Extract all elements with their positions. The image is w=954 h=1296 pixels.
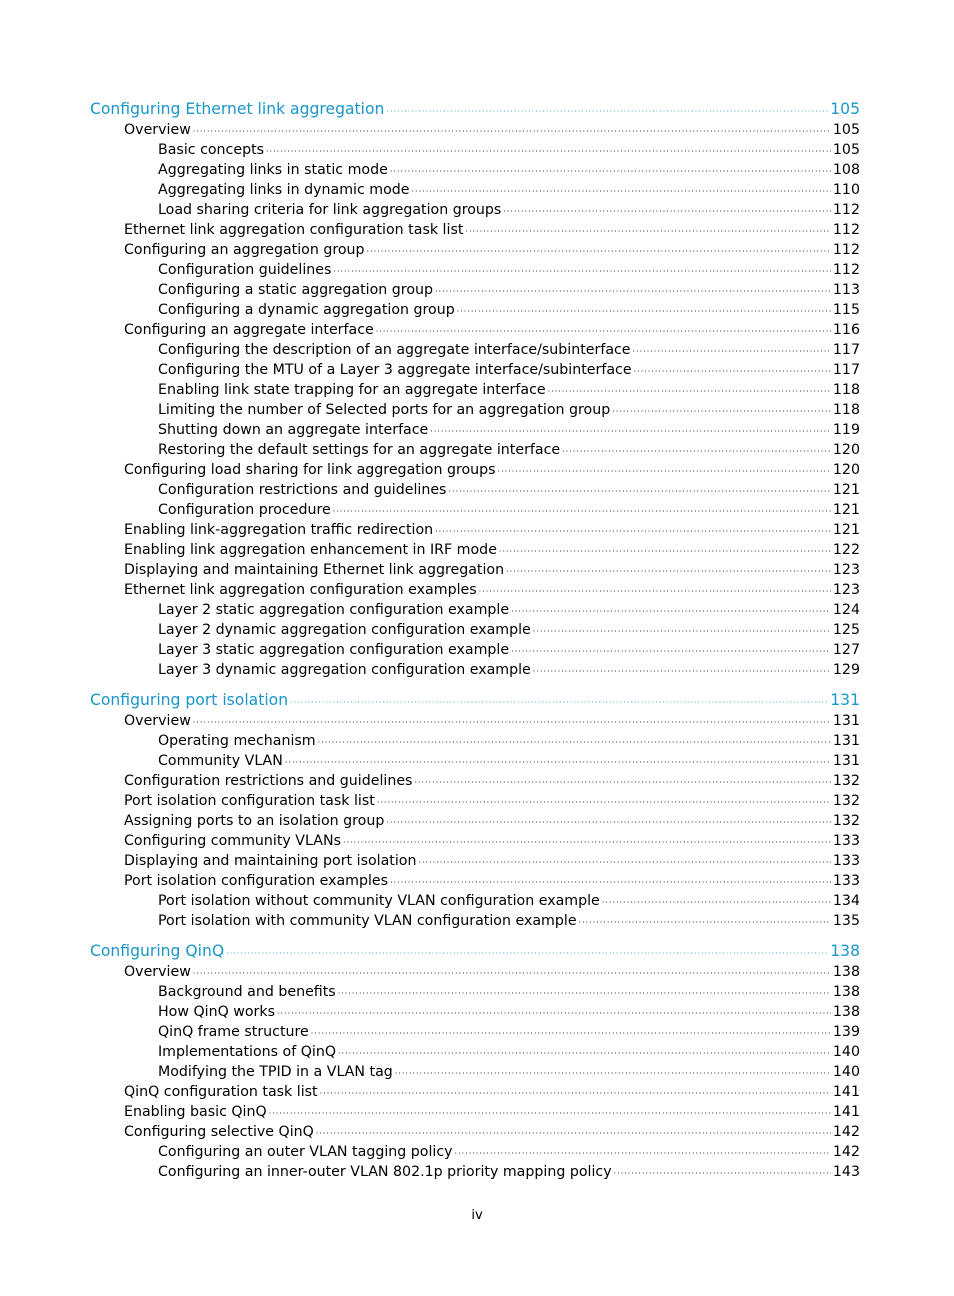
toc-entry-page: 138 xyxy=(832,964,860,980)
dot-leader xyxy=(503,202,831,222)
toc-entry-page: 131 xyxy=(830,691,860,709)
dot-leader xyxy=(579,913,831,933)
toc-entry-page: 139 xyxy=(832,1024,860,1040)
dot-leader xyxy=(320,1084,831,1104)
dot-leader xyxy=(414,773,830,793)
toc-entry-page: 132 xyxy=(832,793,860,809)
toc-entry-page: 120 xyxy=(832,442,860,458)
toc-entry-title: Assigning ports to an isolation group xyxy=(124,813,385,829)
toc-subsection-entry[interactable] xyxy=(90,140,860,160)
toc-entry-title: Operating mechanism xyxy=(158,733,316,749)
toc-subsection-entry[interactable] xyxy=(90,400,860,420)
dot-leader xyxy=(418,853,830,873)
dot-leader xyxy=(193,713,831,733)
toc-subsection-entry[interactable] xyxy=(90,300,860,320)
dot-leader xyxy=(448,482,830,502)
toc-entry-title: Configuring load sharing for link aggregation groups xyxy=(124,462,496,478)
toc-entry-title: Layer 3 dynamic aggregation configuration example xyxy=(158,662,531,678)
toc-entry-title: Configuration restrictions and guidelines xyxy=(158,482,447,498)
dot-leader xyxy=(367,242,831,262)
toc-entry-page: 118 xyxy=(832,382,860,398)
toc-entry-page: 119 xyxy=(832,422,860,438)
dot-leader xyxy=(430,422,831,442)
toc-entry-page: 110 xyxy=(832,182,860,198)
toc-section-entry[interactable] xyxy=(90,560,860,580)
toc-entry-page: 134 xyxy=(832,893,860,909)
dot-leader xyxy=(376,322,831,342)
toc-entry-title: Configuration restrictions and guidelines xyxy=(124,773,413,789)
toc-subsection-entry[interactable] xyxy=(90,200,860,220)
toc-entry-page: 112 xyxy=(832,222,860,238)
dot-leader xyxy=(377,793,831,813)
page-number: iv xyxy=(471,1208,483,1223)
dot-leader xyxy=(562,442,831,462)
toc-subsection-entry[interactable] xyxy=(90,340,860,360)
dot-leader xyxy=(277,1004,831,1024)
dot-leader xyxy=(266,142,831,162)
dot-leader xyxy=(316,1124,831,1144)
toc-entry-title: Configuring community VLANs xyxy=(124,833,341,849)
toc-section-entry[interactable] xyxy=(90,240,860,260)
dot-leader xyxy=(333,262,831,282)
toc-entry-title: Configuring the description of an aggregate interface/subinterface xyxy=(158,342,631,358)
toc-entry-page: 135 xyxy=(832,913,860,929)
dot-leader xyxy=(614,1164,831,1184)
toc-entry-page: 121 xyxy=(832,522,860,538)
toc-entry-page: 113 xyxy=(832,282,860,298)
toc-entry-title: Modifying the TPID in a VLAN tag xyxy=(158,1064,393,1080)
toc-subsection-entry[interactable] xyxy=(90,280,860,300)
toc-subsection-entry[interactable] xyxy=(90,1162,860,1182)
toc-entry-page: 131 xyxy=(832,753,860,769)
dot-leader xyxy=(533,662,831,682)
toc-subsection-entry[interactable] xyxy=(90,500,860,520)
toc-entry-title: Aggregating links in dynamic mode xyxy=(158,182,410,198)
toc-entry-page: 133 xyxy=(832,853,860,869)
toc-entry-page: 115 xyxy=(832,302,860,318)
toc-entry-page: 124 xyxy=(832,602,860,618)
toc-entry-title: Layer 2 static aggregation configuration example xyxy=(158,602,510,618)
toc-section-entry[interactable] xyxy=(90,580,860,600)
toc-entry-title: Enabling link aggregation enhancement in IRF mode xyxy=(124,542,497,558)
toc-entry-title: Port isolation configuration task list xyxy=(124,793,375,809)
toc-entry-page: 129 xyxy=(832,662,860,678)
toc-entry-page: 117 xyxy=(832,362,860,378)
toc-entry-title: QinQ frame structure xyxy=(158,1024,309,1040)
toc-subsection-entry[interactable] xyxy=(90,1022,860,1042)
dot-leader xyxy=(193,122,831,142)
toc-subsection-entry[interactable] xyxy=(90,660,860,680)
toc-subsection-entry[interactable] xyxy=(90,982,860,1002)
toc-entry-page: 122 xyxy=(832,542,860,558)
toc-subsection-entry[interactable] xyxy=(90,160,860,180)
dot-leader xyxy=(390,162,831,182)
toc-entry-page: 132 xyxy=(832,773,860,789)
toc-entry-page: 125 xyxy=(832,622,860,638)
toc-entry-page: 140 xyxy=(832,1064,860,1080)
toc-entry-page: 118 xyxy=(832,402,860,418)
toc-entry-title: Aggregating links in static mode xyxy=(158,162,388,178)
toc-subsection-entry[interactable] xyxy=(90,480,860,500)
toc-subsection-entry[interactable] xyxy=(90,1062,860,1082)
dot-leader xyxy=(318,733,831,753)
toc-section-entry[interactable] xyxy=(90,771,860,791)
toc-entry-title: Configuration procedure xyxy=(158,502,331,518)
toc-entry-page: 112 xyxy=(832,262,860,278)
toc-entry-page: 143 xyxy=(832,1164,860,1180)
dot-leader xyxy=(395,1064,831,1084)
toc-entry-page: 138 xyxy=(832,1004,860,1020)
toc-section-entry[interactable] xyxy=(90,851,860,871)
toc-entry-page: 123 xyxy=(832,562,860,578)
toc-entry-title: Overview xyxy=(124,964,191,980)
dot-leader xyxy=(285,753,831,773)
toc-entry-title: Configuring an inner-outer VLAN 802.1p priority mapping policy xyxy=(158,1164,612,1180)
toc-entry-page: 127 xyxy=(832,642,860,658)
toc-entry-page: 133 xyxy=(832,833,860,849)
dot-leader xyxy=(290,693,828,713)
toc-entry-page: 105 xyxy=(832,142,860,158)
toc-entry-page: 108 xyxy=(832,162,860,178)
toc-subsection-entry[interactable] xyxy=(90,620,860,640)
toc-entry-page: 131 xyxy=(832,713,860,729)
toc-entry-title: Overview xyxy=(124,122,191,138)
toc-subsection-entry[interactable] xyxy=(90,751,860,771)
toc-entry-page: 117 xyxy=(832,342,860,358)
dot-leader xyxy=(634,362,831,382)
toc-subsection-entry[interactable] xyxy=(90,380,860,400)
dot-leader xyxy=(226,944,828,964)
dot-leader xyxy=(390,873,831,893)
toc-entry-title: Configuring the MTU of a Layer 3 aggregate interface/subinterface xyxy=(158,362,632,378)
dot-leader xyxy=(269,1104,831,1124)
toc-entry-page: 112 xyxy=(832,242,860,258)
toc-entry-page: 133 xyxy=(832,873,860,889)
toc-subsection-entry[interactable] xyxy=(90,420,860,440)
toc-entry-page: 140 xyxy=(832,1044,860,1060)
toc-entry-title: Configuring a dynamic aggregation group xyxy=(158,302,455,318)
toc-section-entry[interactable] xyxy=(90,871,860,891)
toc-entry-title: Enabling link state trapping for an aggregate interface xyxy=(158,382,546,398)
toc-section-entry[interactable] xyxy=(90,831,860,851)
toc-entry-page: 123 xyxy=(832,582,860,598)
toc-entry-title: How QinQ works xyxy=(158,1004,275,1020)
toc-entry-page: 131 xyxy=(832,733,860,749)
toc-subsection-entry[interactable] xyxy=(90,731,860,751)
toc-chapter-entry[interactable] xyxy=(90,690,860,711)
toc-entry-title: Basic concepts xyxy=(158,142,265,158)
toc-section-entry[interactable] xyxy=(90,1102,860,1122)
toc-entry-title: Configuring Ethernet link aggregation xyxy=(90,100,385,118)
dot-leader xyxy=(506,562,831,582)
toc-entry-page: 138 xyxy=(832,984,860,1000)
toc-section-entry[interactable] xyxy=(90,1082,860,1102)
toc-entry-page: 132 xyxy=(832,813,860,829)
toc-entry-title: Layer 2 dynamic aggregation configuration example xyxy=(158,622,531,638)
toc-entry-title: Displaying and maintaining Ethernet link aggregation xyxy=(124,562,505,578)
dot-leader xyxy=(412,182,831,202)
toc-entry-title: Configuring QinQ xyxy=(90,942,225,960)
toc-section-entry[interactable] xyxy=(90,120,860,140)
toc-section-entry[interactable] xyxy=(90,962,860,982)
dot-leader xyxy=(548,382,831,402)
dot-leader xyxy=(602,893,831,913)
toc-entry-page: 138 xyxy=(830,942,860,960)
toc-entry-title: Displaying and maintaining port isolation xyxy=(124,853,417,869)
toc-entry-title: Enabling link-aggregation traffic redirection xyxy=(124,522,434,538)
toc-entry-title: Configuring an aggregate interface xyxy=(124,322,374,338)
dot-leader xyxy=(435,282,831,302)
toc-subsection-entry[interactable] xyxy=(90,600,860,620)
toc-entry-title: Background and benefits xyxy=(158,984,336,1000)
toc-entry-title: Configuring an aggregation group xyxy=(124,242,365,258)
toc-entry-page: 141 xyxy=(832,1084,860,1100)
dot-leader xyxy=(533,622,831,642)
dot-leader xyxy=(479,582,831,602)
toc-entry-title: Load sharing criteria for link aggregation groups xyxy=(158,202,502,218)
toc-chapter-entry[interactable] xyxy=(90,941,860,962)
toc-entry-title: QinQ configuration task list xyxy=(124,1084,318,1100)
toc-entry-page: 142 xyxy=(832,1124,860,1140)
dot-leader xyxy=(511,602,831,622)
toc-entry-page: 112 xyxy=(832,202,860,218)
dot-leader xyxy=(511,642,831,662)
toc-entry-page: 105 xyxy=(832,122,860,138)
toc-entry-title: Ethernet link aggregation configuration task list xyxy=(124,222,464,238)
toc-entry-title: Configuring selective QinQ xyxy=(124,1124,314,1140)
dot-leader xyxy=(333,502,831,522)
toc-subsection-entry[interactable] xyxy=(90,1002,860,1022)
table-of-contents xyxy=(90,99,860,1182)
dot-leader xyxy=(311,1024,831,1044)
toc-entry-page: 116 xyxy=(832,322,860,338)
toc-entry-title: Layer 3 static aggregation configuration example xyxy=(158,642,510,658)
dot-leader xyxy=(499,542,831,562)
dot-leader xyxy=(455,1144,831,1164)
toc-chapter-entry[interactable] xyxy=(90,99,860,120)
toc-entry-page: 120 xyxy=(832,462,860,478)
toc-entry-title: Implementations of QinQ xyxy=(158,1044,337,1060)
toc-subsection-entry[interactable] xyxy=(90,911,860,931)
toc-entry-page: 141 xyxy=(832,1104,860,1120)
toc-entry-title: Port isolation without community VLAN configuration example xyxy=(158,893,600,909)
toc-section-entry[interactable] xyxy=(90,811,860,831)
toc-section-entry[interactable] xyxy=(90,460,860,480)
dot-leader xyxy=(193,964,831,984)
toc-section-entry[interactable] xyxy=(90,1122,860,1142)
toc-subsection-entry[interactable] xyxy=(90,891,860,911)
dot-leader xyxy=(612,402,831,422)
toc-section-entry[interactable] xyxy=(90,711,860,731)
toc-subsection-entry[interactable] xyxy=(90,640,860,660)
toc-section-entry[interactable] xyxy=(90,320,860,340)
toc-subsection-entry[interactable] xyxy=(90,360,860,380)
toc-subsection-entry[interactable] xyxy=(90,1142,860,1162)
toc-entry-title: Ethernet link aggregation configuration examples xyxy=(124,582,477,598)
toc-entry-title: Enabling basic QinQ xyxy=(124,1104,267,1120)
toc-subsection-entry[interactable] xyxy=(90,440,860,460)
toc-entry-title: Configuring an outer VLAN tagging policy xyxy=(158,1144,453,1160)
toc-entry-title: Configuring port isolation xyxy=(90,691,289,709)
dot-leader xyxy=(633,342,831,362)
dot-leader xyxy=(386,102,828,122)
dot-leader xyxy=(498,462,831,482)
dot-leader xyxy=(465,222,831,242)
toc-entry-title: Configuration guidelines xyxy=(158,262,332,278)
toc-subsection-entry[interactable] xyxy=(90,180,860,200)
toc-section-entry[interactable] xyxy=(90,540,860,560)
toc-entry-title: Port isolation configuration examples xyxy=(124,873,389,889)
toc-entry-page: 142 xyxy=(832,1144,860,1160)
toc-entry-title: Overview xyxy=(124,713,191,729)
dot-leader xyxy=(457,302,831,322)
toc-entry-title: Limiting the number of Selected ports for an aggregation group xyxy=(158,402,611,418)
toc-entry-title: Restoring the default settings for an aggregate interface xyxy=(158,442,561,458)
toc-entry-page: 105 xyxy=(830,100,860,118)
dot-leader xyxy=(343,833,831,853)
dot-leader xyxy=(338,1044,831,1064)
toc-entry-page: 121 xyxy=(832,502,860,518)
dot-leader xyxy=(338,984,831,1004)
toc-entry-title: Port isolation with community VLAN configuration example xyxy=(158,913,577,929)
toc-section-entry[interactable] xyxy=(90,791,860,811)
toc-section-entry[interactable] xyxy=(90,220,860,240)
toc-section-entry[interactable] xyxy=(90,520,860,540)
dot-leader xyxy=(386,813,831,833)
toc-entry-title: Shutting down an aggregate interface xyxy=(158,422,429,438)
dot-leader xyxy=(435,522,831,542)
toc-entry-page: 121 xyxy=(832,482,860,498)
toc-entry-title: Configuring a static aggregation group xyxy=(158,282,434,298)
toc-subsection-entry[interactable] xyxy=(90,260,860,280)
toc-subsection-entry[interactable] xyxy=(90,1042,860,1062)
toc-entry-title: Community VLAN xyxy=(158,753,283,769)
